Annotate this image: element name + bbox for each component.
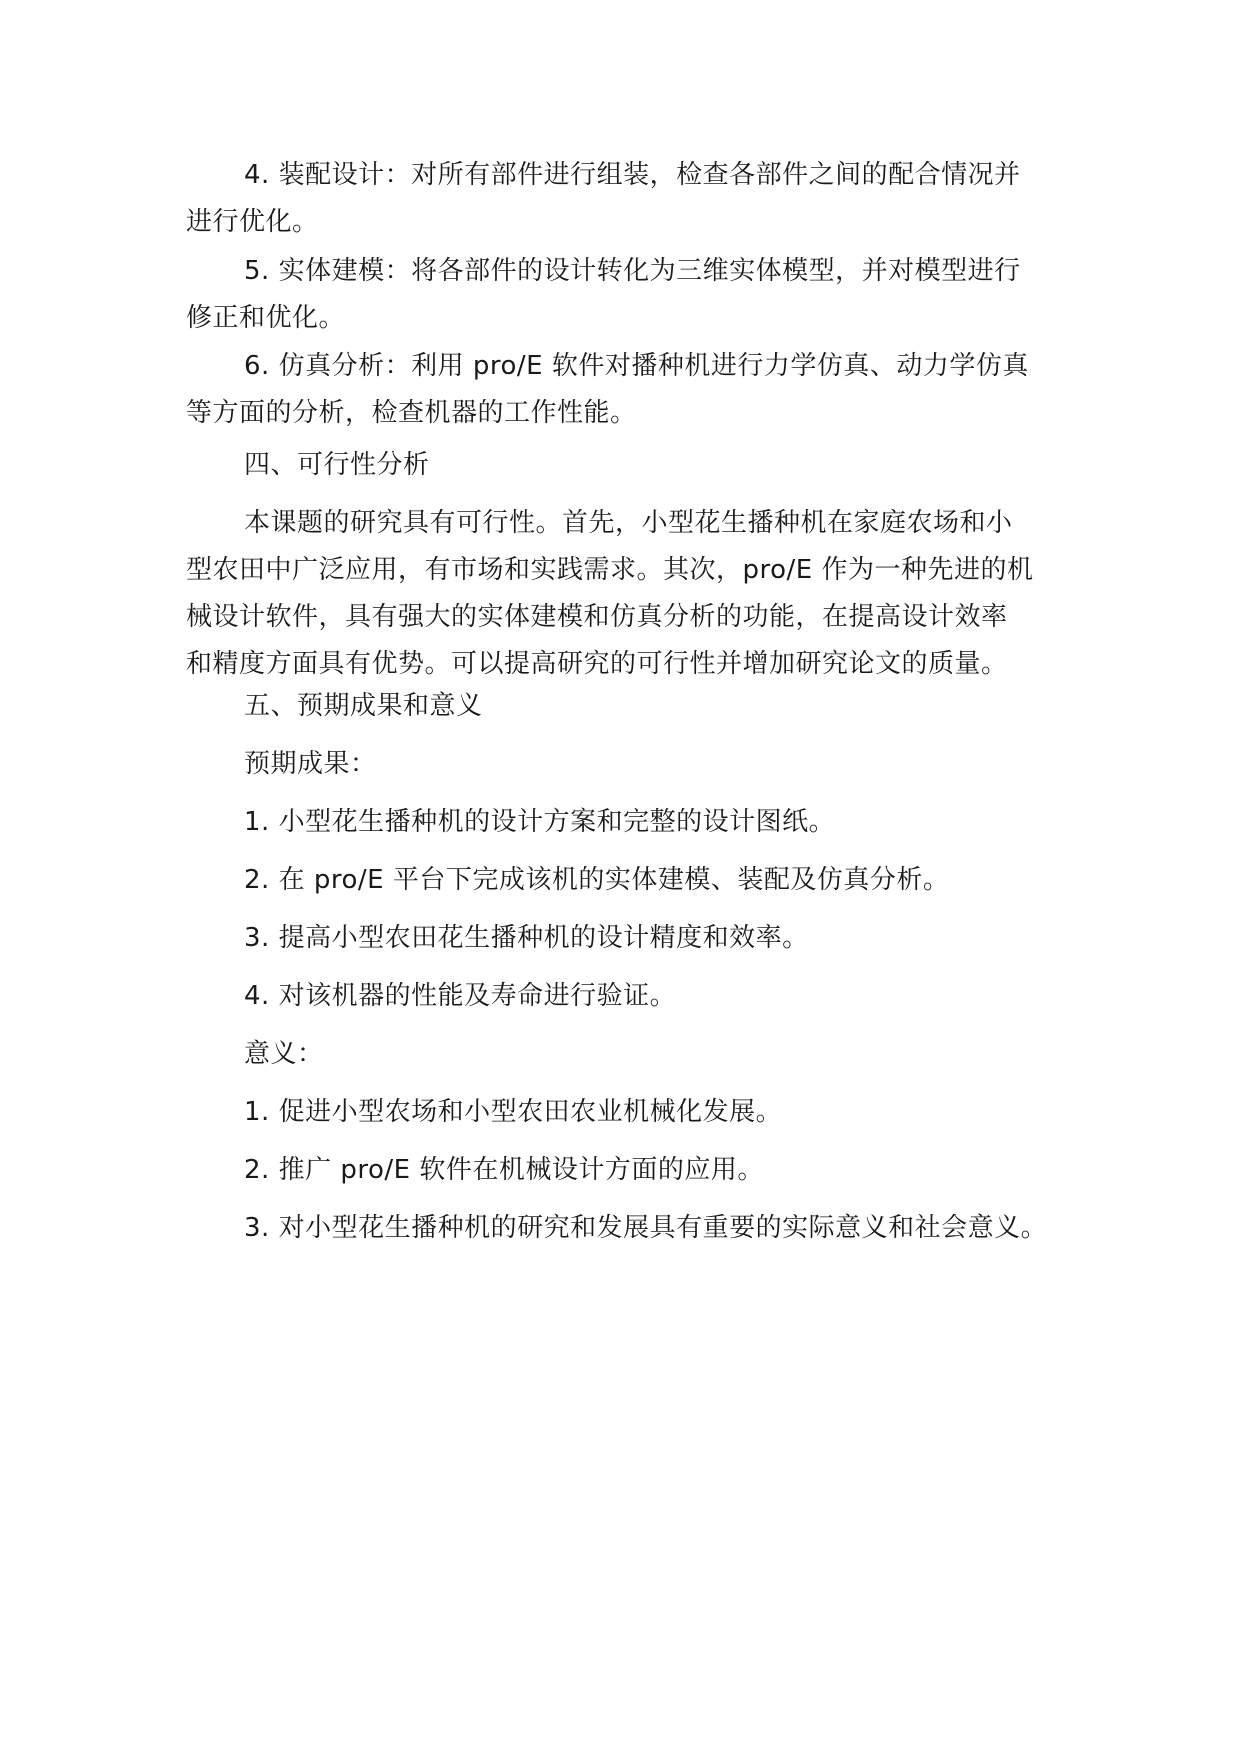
- list-item: [186, 1205, 1066, 1252]
- paragraph-solid-modeling: [186, 248, 1066, 342]
- text-line: 1. 小型花生播种机的设计方案和完整的设计图纸。: [244, 807, 836, 837]
- text-line: 进行优化。: [186, 207, 319, 237]
- text-line: 4. 对该机器的性能及寿命进行验证。: [244, 981, 677, 1011]
- text-line: 五、预期成果和意义: [244, 691, 483, 721]
- text-line: 修正和优化。: [186, 303, 346, 333]
- text-line: 预期成果：: [244, 749, 377, 779]
- list-item: [186, 915, 1066, 962]
- text-line: 等方面的分析，检查机器的工作性能。: [186, 398, 637, 428]
- text-line: 2. 在 pro/E 平台下完成该机的实体建模、装配及仿真分析。: [244, 865, 950, 895]
- text-line: 2. 推广 pro/E 软件在机械设计方面的应用。: [244, 1155, 764, 1185]
- text-line: 和精度方面具有优势。可以提高研究的可行性并增加研究论文的质量。: [186, 649, 1008, 679]
- list-item: [186, 1147, 1066, 1194]
- subheading-significance: [186, 1031, 1066, 1078]
- text-line: 5. 实体建模：将各部件的设计转化为三维实体模型，并对模型进行: [244, 256, 1021, 286]
- text-line: 四、可行性分析: [244, 450, 430, 480]
- text-line: 本课题的研究具有可行性。首先，小型花生播种机在家庭农场和小: [244, 508, 1013, 538]
- section-heading-expected-results: [186, 683, 1066, 730]
- paragraph-assembly-design: [186, 152, 1066, 246]
- text-line: 3. 提高小型农田花生播种机的设计精度和效率。: [244, 923, 809, 953]
- text-line: 1. 促进小型农场和小型农田农业机械化发展。: [244, 1097, 783, 1127]
- list-item: [186, 799, 1066, 846]
- list-item: [186, 1089, 1066, 1136]
- list-item: [186, 973, 1066, 1020]
- text-line: 6. 仿真分析：利用 pro/E 软件对播种机进行力学仿真、动力学仿真: [244, 351, 1029, 381]
- text-line: 3. 对小型花生播种机的研究和发展具有重要的实际意义和社会意义。: [244, 1213, 1048, 1243]
- subheading-expected-results: [186, 741, 1066, 788]
- list-item: [186, 857, 1066, 904]
- text-line: 4. 装配设计：对所有部件进行组装，检查各部件之间的配合情况并: [244, 160, 1021, 190]
- paragraph-simulation-analysis: [186, 343, 1066, 437]
- text-line: 意义：: [244, 1039, 324, 1069]
- section-heading-feasibility: [186, 442, 1066, 489]
- paragraph-feasibility: [186, 500, 1066, 688]
- text-line: 型农田中广泛应用，有市场和实践需求。其次，pro/E 作为一种先进的机: [186, 555, 1034, 585]
- text-line: 械设计软件，具有强大的实体建模和仿真分析的功能，在提高设计效率: [186, 602, 1008, 632]
